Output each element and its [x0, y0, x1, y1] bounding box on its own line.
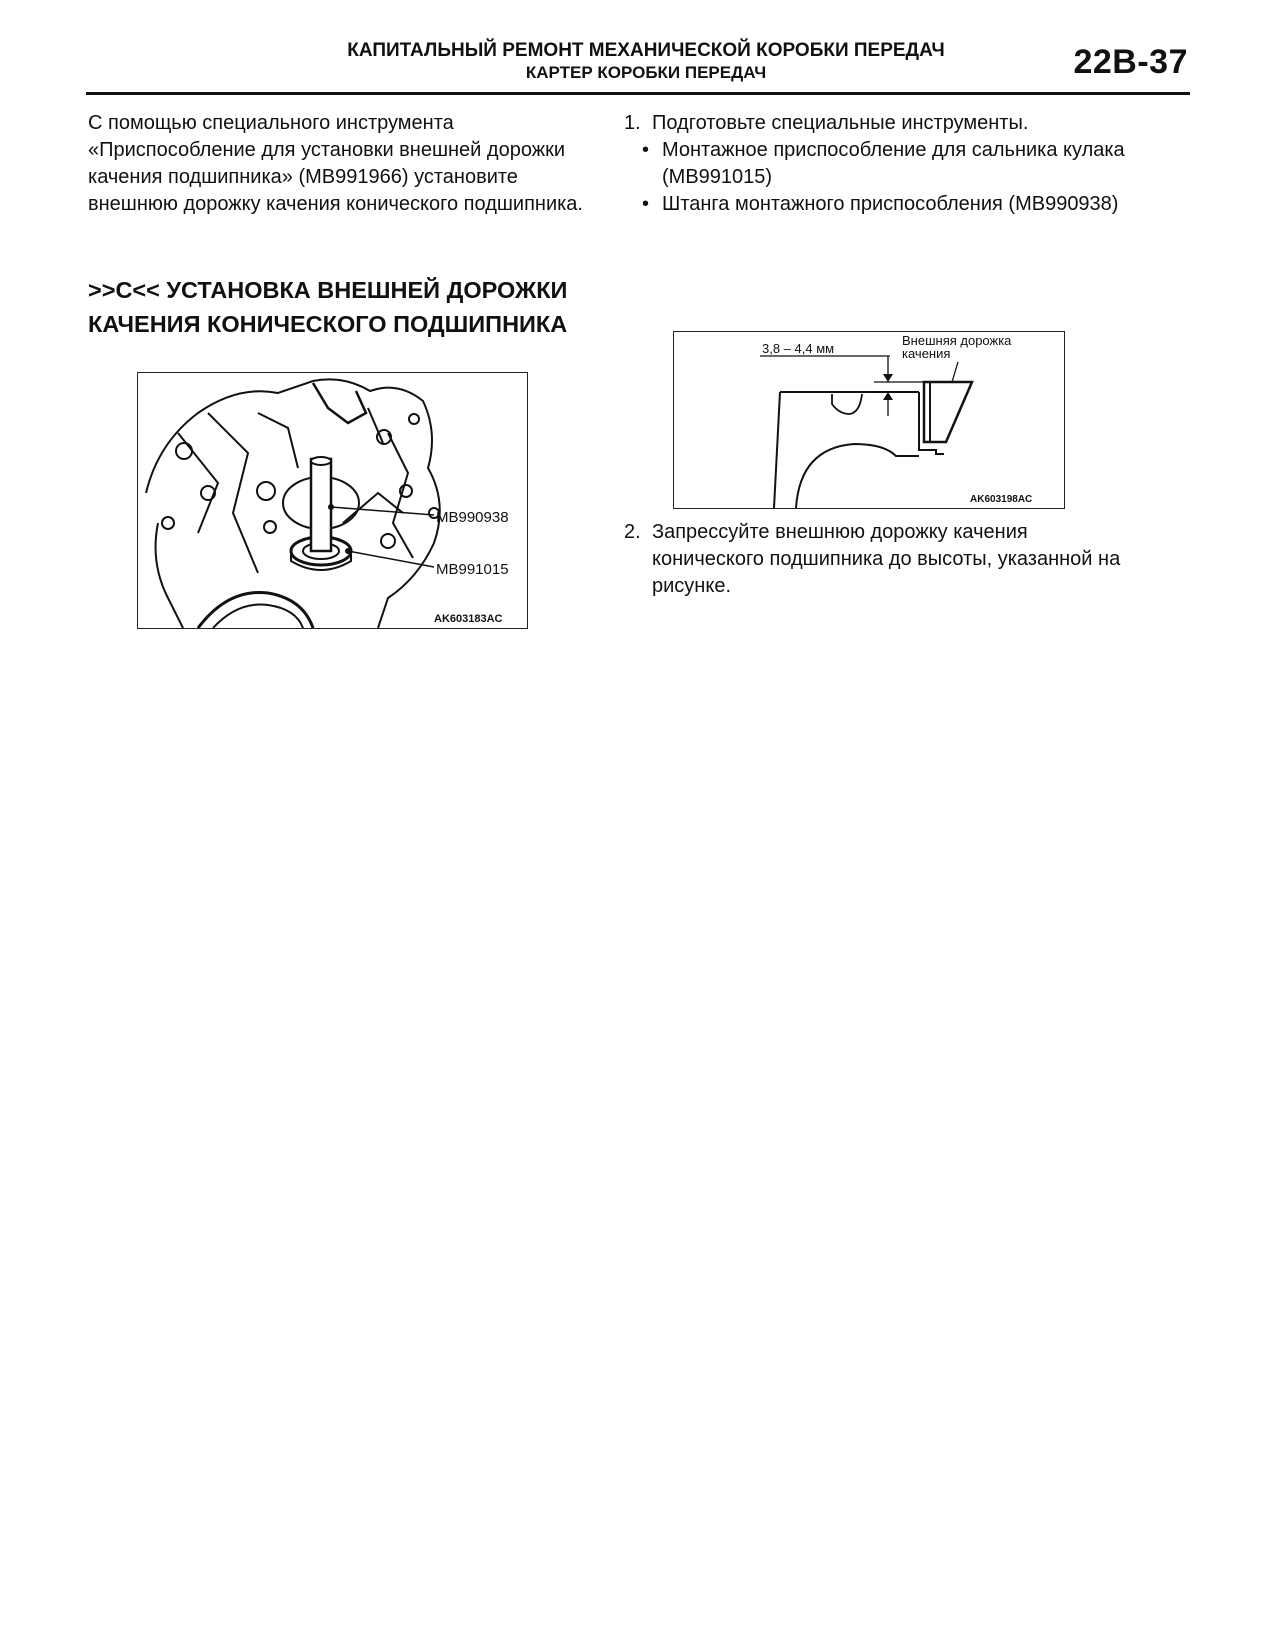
step-2 [624, 519, 1144, 600]
step-1-text: Подготовьте специальные инструменты. [652, 112, 1029, 134]
figure-race-depth [673, 331, 1065, 509]
header-subtitle: КАРТЕР КОРОБКИ ПЕРЕДАЧ [525, 63, 767, 82]
bullet-dot: • [642, 139, 650, 161]
step-2-item [624, 519, 1144, 600]
bullet-dot: • [642, 193, 650, 215]
tool-2-text: Штанга монтажного приспособления (MB990938) [662, 193, 1119, 215]
header-title: КАПИТАЛЬНЫЙ РЕМОНТ МЕХАНИЧЕСКОЙ КОРОБКИ ПЕРЕДАЧ [347, 40, 945, 61]
step-1-number: 1. [624, 112, 641, 134]
figure-tool-installation [137, 372, 528, 629]
dimension-label: 3,8 – 4,4 мм [762, 341, 835, 356]
page-header [86, 40, 1190, 95]
tool-label-mb991015: MB991015 [436, 561, 509, 578]
race-label-line2: качения [902, 346, 951, 361]
left-column [88, 110, 588, 218]
transmission-case-drawing [138, 373, 527, 628]
tool-1-text: Монтажное приспособление для сальника кулака (MB991015) [662, 139, 1125, 188]
step-2-text: Запрессуйте внешнюю дорожку качения конического подшипника до высоты, указанной на рисунке. [652, 521, 1121, 597]
tool-list-item [632, 137, 1192, 191]
page-number: 22B-37 [1073, 43, 1188, 81]
right-column [624, 110, 1212, 218]
step-1 [624, 110, 1184, 137]
section-heading: >>C<< УСТАНОВКА ВНЕШНЕЙ ДОРОЖКИ КАЧЕНИЯ КОНИЧЕСКОГО ПОДШИПНИКА [88, 277, 568, 337]
figure-code-left: AK603183AC [434, 613, 503, 625]
race-label-line1: Внешняя дорожка [902, 333, 1012, 348]
tool-label-mb990938: MB990938 [436, 509, 509, 526]
race-depth-drawing [674, 332, 1064, 508]
figure-code-right: AK603198AC [970, 494, 1033, 505]
tool-list-item [632, 191, 1192, 218]
intro-paragraph: С помощью специального инструмента «Приспособление для установки внешней дорожки качения подшипника» (MB991966) установите внешнюю дорожку качения конического подшипника. [88, 112, 583, 215]
step-2-number: 2. [624, 521, 641, 543]
